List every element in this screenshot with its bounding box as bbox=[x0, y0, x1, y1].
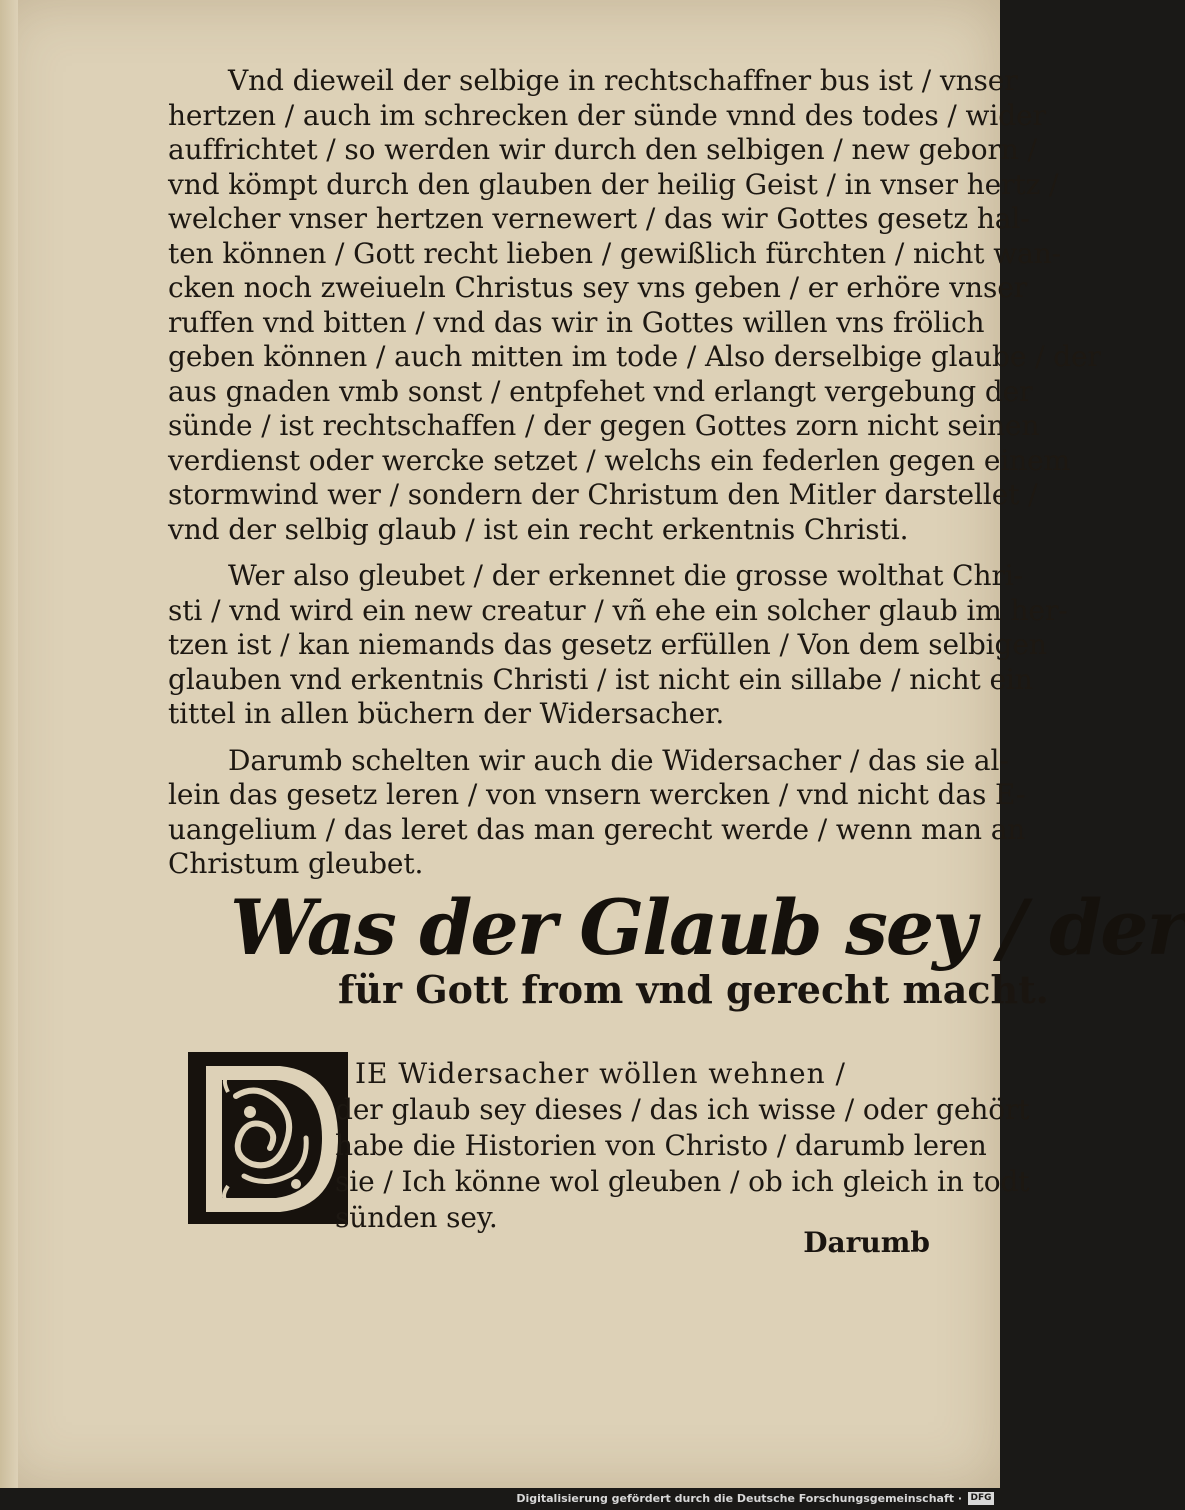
text-line: Vnd dieweil der selbige in rechtschaffner bus ist / vnser bbox=[228, 64, 1018, 97]
decorated-initial-d bbox=[188, 1052, 348, 1224]
text-line: sünde / ist rechtschaffen / der gegen Gottes zorn nicht seinen bbox=[168, 409, 1040, 442]
funding-credit: Digitalisierung gefördert durch die Deutsche Forschungsgemeinschaft · bbox=[516, 1492, 962, 1505]
text-line: geben können / auch mitten im tode / Also derselbige glaube / der bbox=[168, 340, 1101, 373]
text-line: vnd kömpt durch den glauben der heilig Geist / in vnser hertz / bbox=[168, 167, 1059, 201]
page-gutter-shadow bbox=[0, 0, 18, 1488]
text-line: glauben vnd erkentnis Christi / ist nicht ein sillabe / nicht ein bbox=[168, 662, 1033, 696]
text-line: sie / Ich könne wol gleuben / ob ich gleich in todt bbox=[335, 1165, 1030, 1198]
text-line: verdienst oder wercke setzet / welchs ein federlen gegen einem bbox=[168, 443, 1071, 477]
catchword: Darumb bbox=[803, 1226, 930, 1259]
paragraph-1 bbox=[168, 64, 1101, 547]
text-line: vnd der selbig glaub / ist ein recht erkentnis Christi. bbox=[168, 512, 909, 546]
dfg-logo-icon: DFG bbox=[968, 1492, 994, 1505]
ornamental-initial-icon bbox=[188, 1052, 348, 1224]
text-line: IE Widersacher wöllen wehnen / bbox=[355, 1057, 846, 1090]
text-line: auffrichtet / so werden wir durch den selbigen / new geborn / bbox=[168, 133, 1037, 166]
text-line: welcher vnser hertzen vernewert / das wir Gottes gesetz hal- bbox=[168, 202, 1030, 235]
section-body bbox=[335, 1056, 1030, 1236]
section-heading: Was der Glaub sey / der bbox=[230, 883, 1185, 972]
digitization-footer bbox=[0, 1488, 1000, 1510]
text-line: habe die Historien von Christo / darumb leren bbox=[335, 1129, 987, 1162]
text-line: tzen ist / kan niemands das gesetz erfüllen / Von dem selbigen bbox=[168, 628, 1047, 661]
paragraph-2 bbox=[168, 559, 1068, 732]
text-line: uangelium / das leret das man gerecht werde / wenn man an bbox=[168, 812, 1026, 846]
paragraph-3 bbox=[168, 743, 1026, 882]
text-line: hertzen / auch im schrecken der sünde vnnd des todes / wider bbox=[168, 98, 1046, 132]
text-line: Christum gleubet. bbox=[168, 847, 424, 880]
text-line: tittel in allen büchern der Widersacher. bbox=[168, 697, 725, 730]
text-line: sünden sey. bbox=[335, 1201, 498, 1234]
text-line: ruffen vnd bitten / vnd das wir in Gottes willen vns frölich bbox=[168, 305, 985, 339]
body-text bbox=[168, 64, 1101, 882]
text-line: stormwind wer / sondern der Christum den Mitler darstellet / bbox=[168, 478, 1038, 511]
section-subheading: für Gott from vnd gerecht macht. bbox=[338, 967, 1049, 1012]
text-line: Wer also gleubet / der erkennet die grosse wolthat Chri- bbox=[228, 559, 1023, 592]
text-line: ten können / Gott recht lieben / gewißlich fürchten / nicht wan- bbox=[168, 236, 1062, 270]
text-line: Darumb schelten wir auch die Widersacher / das sie al- bbox=[228, 743, 1009, 777]
text-line: aus gnaden vmb sonst / entpfehet vnd erlangt vergebung der bbox=[168, 374, 1033, 408]
text-line: lein das gesetz leren / von vnsern wercken / vnd nicht das E- bbox=[168, 778, 1026, 811]
text-line: cken noch zweiueln Christus sey vns geben / er erhöre vnser bbox=[168, 271, 1027, 304]
text-line: der glaub sey dieses / das ich wisse / oder gehört bbox=[335, 1093, 1030, 1126]
text-line: sti / vnd wird ein new creatur / vñ ehe ein solcher glaub im her- bbox=[168, 593, 1068, 627]
